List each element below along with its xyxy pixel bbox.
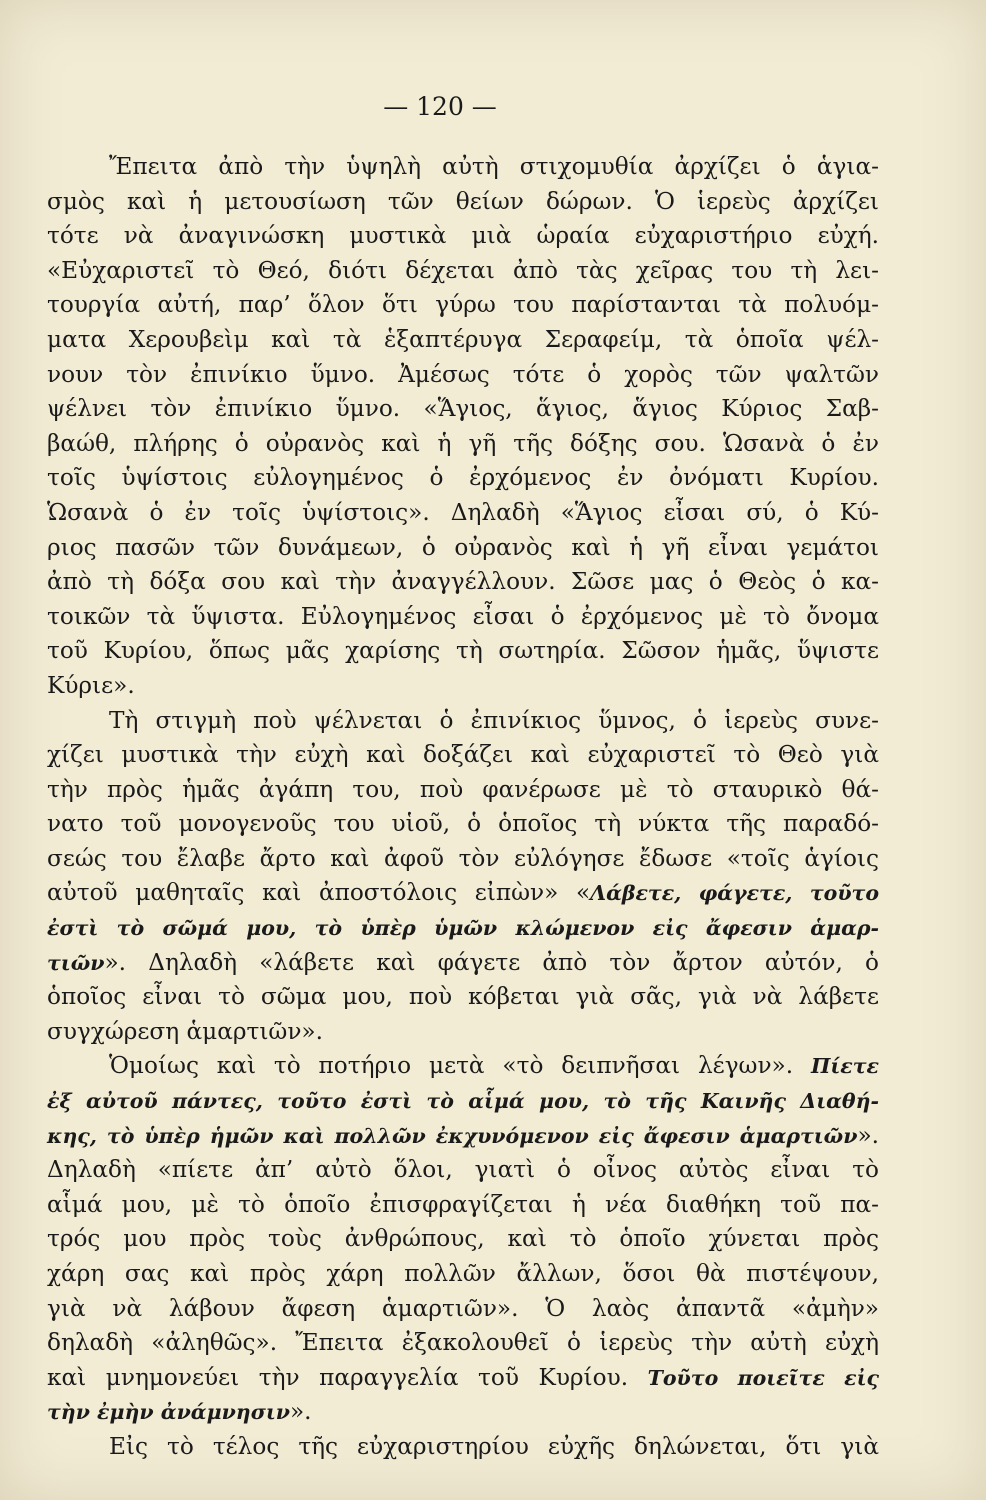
text-line: [47, 876, 879, 911]
bold-quote-span: κης, τὸ ὑπὲρ ἡμῶν καὶ πολλῶν ἐκχυνόμενον εἰς ἄφεσιν ἁμαρτιῶν: [47, 1123, 858, 1148]
text-span: βαώθ, πλήρης ὁ οὐρανὸς καὶ ἡ γῆ τῆς δόξης σου. Ὡσανὰ ὁ ἐν: [47, 429, 879, 457]
text-span: νατο τοῦ μονογενοῦς του υἱοῦ, ὁ ὁποῖος τὴ νύκτα τῆς παραδό-: [47, 810, 879, 838]
text-line: [47, 185, 879, 220]
text-span: συγχώρεση ἁμαρτιῶν».: [47, 1017, 323, 1045]
text-line: [47, 392, 879, 427]
text-span: αὐτοῦ μαθηταῖς καὶ ἀποστόλοις εἰπὼν» «: [47, 879, 591, 907]
text-line: [47, 1222, 879, 1257]
text-span: τοικῶν τὰ ὕψιστα. Εὐλογημένος εἶσαι ὁ ἐρχόμενος μὲ τὸ ὄνομα: [47, 602, 879, 630]
text-span: καὶ μνημονεύει τὴν παραγγελία τοῦ Κυρίου.: [47, 1363, 648, 1391]
text-line: [47, 669, 879, 704]
bold-quote-span: Πίετε: [810, 1054, 879, 1079]
text-span: ριος πασῶν τῶν δυνάμεων, ὁ οὐρανὸς καὶ ἡ γῆ εἶναι γεμάτοι: [47, 533, 879, 561]
text-line: [47, 980, 879, 1015]
text-line: [47, 496, 879, 531]
bold-quote-span: Λάβετε, φάγετε, τοῦτο: [590, 881, 880, 906]
text-line: [47, 1326, 879, 1361]
text-line: [47, 634, 879, 669]
text-line: [47, 531, 879, 566]
text-span: Ἔπειτα ἀπὸ τὴν ὑψηλὴ αὐτὴ στιχομυθία ἀρχίζει ὁ ἁγια-: [109, 153, 879, 180]
text-span: τοῦ Κυρίου, ὅπως μᾶς χαρίσης τὴ σωτηρία. Σῶσον ἡμᾶς, ὕψιστε: [47, 637, 879, 665]
text-span: χάρη σας καὶ πρὸς χάρη πολλῶν ἄλλων, ὅσοι θὰ πιστέψουν,: [47, 1260, 879, 1287]
text-span: ὁποῖος εἶναι τὸ σῶμα μου, ποὺ κόβεται γιὰ σᾶς, γιὰ νὰ λάβετε: [47, 983, 879, 1011]
text-line: [47, 1015, 879, 1050]
text-span: αἷμά μου, μὲ τὸ ὁποῖο ἐπισφραγίζεται ἡ νέα διαθήκη τοῦ πα-: [47, 1190, 879, 1218]
text-line: [47, 1430, 879, 1465]
text-span: δηλαδὴ «ἀληθῶς». Ἔπειτα ἐξακολουθεῖ ὁ ἱερεὺς τὴν αὐτὴ εὐχὴ: [47, 1329, 879, 1357]
text-span: Δηλαδὴ «πίετε ἀπ’ αὐτὸ ὅλοι, γιατὶ ὁ οἶνος αὐτὸς εἶναι τὸ: [47, 1156, 879, 1184]
text-line: [47, 1153, 879, 1188]
text-line: [47, 150, 879, 185]
text-span: Ὁμοίως καὶ τὸ ποτήριο μετὰ «τὸ δειπνῆσαι λέγων».: [109, 1052, 811, 1080]
text-line: [47, 842, 879, 877]
bold-quote-span: τιῶν: [47, 950, 105, 975]
text-line: [47, 219, 879, 254]
text-line: [47, 773, 879, 808]
text-line: [47, 1395, 879, 1430]
text-line: [47, 911, 879, 946]
text-line: [47, 738, 879, 773]
text-line: [47, 1361, 879, 1396]
body-text: [47, 150, 879, 1465]
text-line: [47, 461, 879, 496]
text-line: [47, 1049, 879, 1084]
text-line: [47, 704, 879, 739]
text-span: τότε νὰ ἀναγινώσκη μυστικὰ μιὰ ὡραία εὐχαριστήριο εὐχή.: [47, 222, 879, 250]
text-line: [47, 1084, 879, 1119]
text-span: τὴν πρὸς ἡμᾶς ἀγάπη του, ποὺ φανέρωσε μὲ τὸ σταυρικὸ θά-: [47, 775, 879, 803]
text-span: γιὰ νὰ λάβουν ἄφεση ἁμαρτιῶν». Ὁ λαὸς ἀπαντᾶ «ἀμὴν»: [47, 1294, 879, 1322]
text-span: Κύριε».: [47, 671, 135, 699]
text-line: [47, 323, 879, 358]
page-number: — 120 —: [383, 92, 497, 121]
text-span: χίζει μυστικὰ τὴν εὐχὴ καὶ δοξάζει καὶ εὐχαριστεῖ τὸ Θεὸ γιὰ: [47, 741, 879, 769]
text-line: [47, 358, 879, 393]
text-line: [47, 1257, 879, 1292]
text-line: [47, 1292, 879, 1327]
bold-quote-span: ἐξ αὐτοῦ πάντες, τοῦτο ἐστὶ τὸ αἷμά μου, τὸ τῆς Καινῆς Διαθή-: [47, 1089, 879, 1114]
text-span: ». Δηλαδὴ «λάβετε καὶ φάγετε ἀπὸ τὸν ἄρτον αὐτόν, ὁ: [104, 948, 879, 976]
text-line: [47, 254, 879, 289]
text-span: Ὡσανὰ ὁ ἐν τοῖς ὑψίστοις». Δηλαδὴ «Ἅγιος εἶσαι σύ, ὁ Κύ-: [47, 498, 879, 526]
text-span: «Εὐχαριστεῖ τὸ Θεό, διότι δέχεται ἀπὸ τὰς χεῖρας του τὴ λει-: [47, 256, 879, 284]
bold-quote-span: Τοῦτο ποιεῖτε εἰς: [647, 1365, 879, 1390]
text-span: σεώς του ἔλαβε ἄρτο καὶ ἀφοῦ τὸν εὐλόγησε ἔδωσε «τοῖς ἁγίοις: [47, 844, 879, 872]
text-span: ψέλνει τὸν ἐπινίκιο ὕμνο. «Ἅγιος, ἅγιος, ἅγιος Κύριος Σαβ-: [47, 395, 879, 423]
text-span: Εἰς τὸ τέλος τῆς εὐχαριστηρίου εὐχῆς δηλώνεται, ὅτι γιὰ: [109, 1432, 879, 1460]
text-span: σμὸς καὶ ἡ μετουσίωση τῶν θείων δώρων. Ὁ ἱερεὺς ἀρχίζει: [47, 187, 879, 215]
text-line: [47, 288, 879, 323]
text-span: ».: [289, 1398, 312, 1426]
text-span: τουργία αὐτή, παρ’ ὅλον ὅτι γύρω του παρίστανται τὰ πολυόμ-: [47, 291, 879, 319]
text-span: ἀπὸ τὴ δόξα σου καὶ τὴν ἀναγγέλλουν. Σῶσε μας ὁ Θεὸς ὁ κα-: [47, 568, 879, 596]
text-line: [47, 946, 879, 981]
text-line: [47, 1119, 879, 1154]
text-span: τρός μου πρὸς τοὺς ἀνθρώπους, καὶ τὸ ὁποῖο χύνεται πρὸς: [47, 1225, 879, 1253]
text-line: [47, 600, 879, 635]
text-span: ματα Χερουβεὶμ καὶ τὰ ἑξαπτέρυγα Σεραφείμ, τὰ ὁποῖα ψέλ-: [47, 325, 879, 353]
text-line: [47, 565, 879, 600]
text-span: Τὴ στιγμὴ ποὺ ψέλνεται ὁ ἐπινίκιος ὕμνος, ὁ ἱερεὺς συνε-: [109, 706, 879, 734]
text-span: νουν τὸν ἐπινίκιο ὕμνο. Ἀμέσως τότε ὁ χορὸς τῶν ψαλτῶν: [47, 360, 879, 388]
bold-quote-span: ἐστὶ τὸ σῶμά μου, τὸ ὑπὲρ ὑμῶν κλώμενον εἰς ἄφεσιν ἁμαρ-: [47, 916, 879, 941]
text-line: [47, 807, 879, 842]
text-span: τοῖς ὑψίστοις εὐλογημένος ὁ ἐρχόμενος ἐν ὀνόματι Κυρίου.: [47, 464, 879, 492]
text-line: [47, 1188, 879, 1223]
text-span: ».: [857, 1121, 879, 1149]
bold-quote-span: τὴν ἐμὴν ἀνάμνησιν: [47, 1400, 290, 1425]
text-line: [47, 427, 879, 462]
